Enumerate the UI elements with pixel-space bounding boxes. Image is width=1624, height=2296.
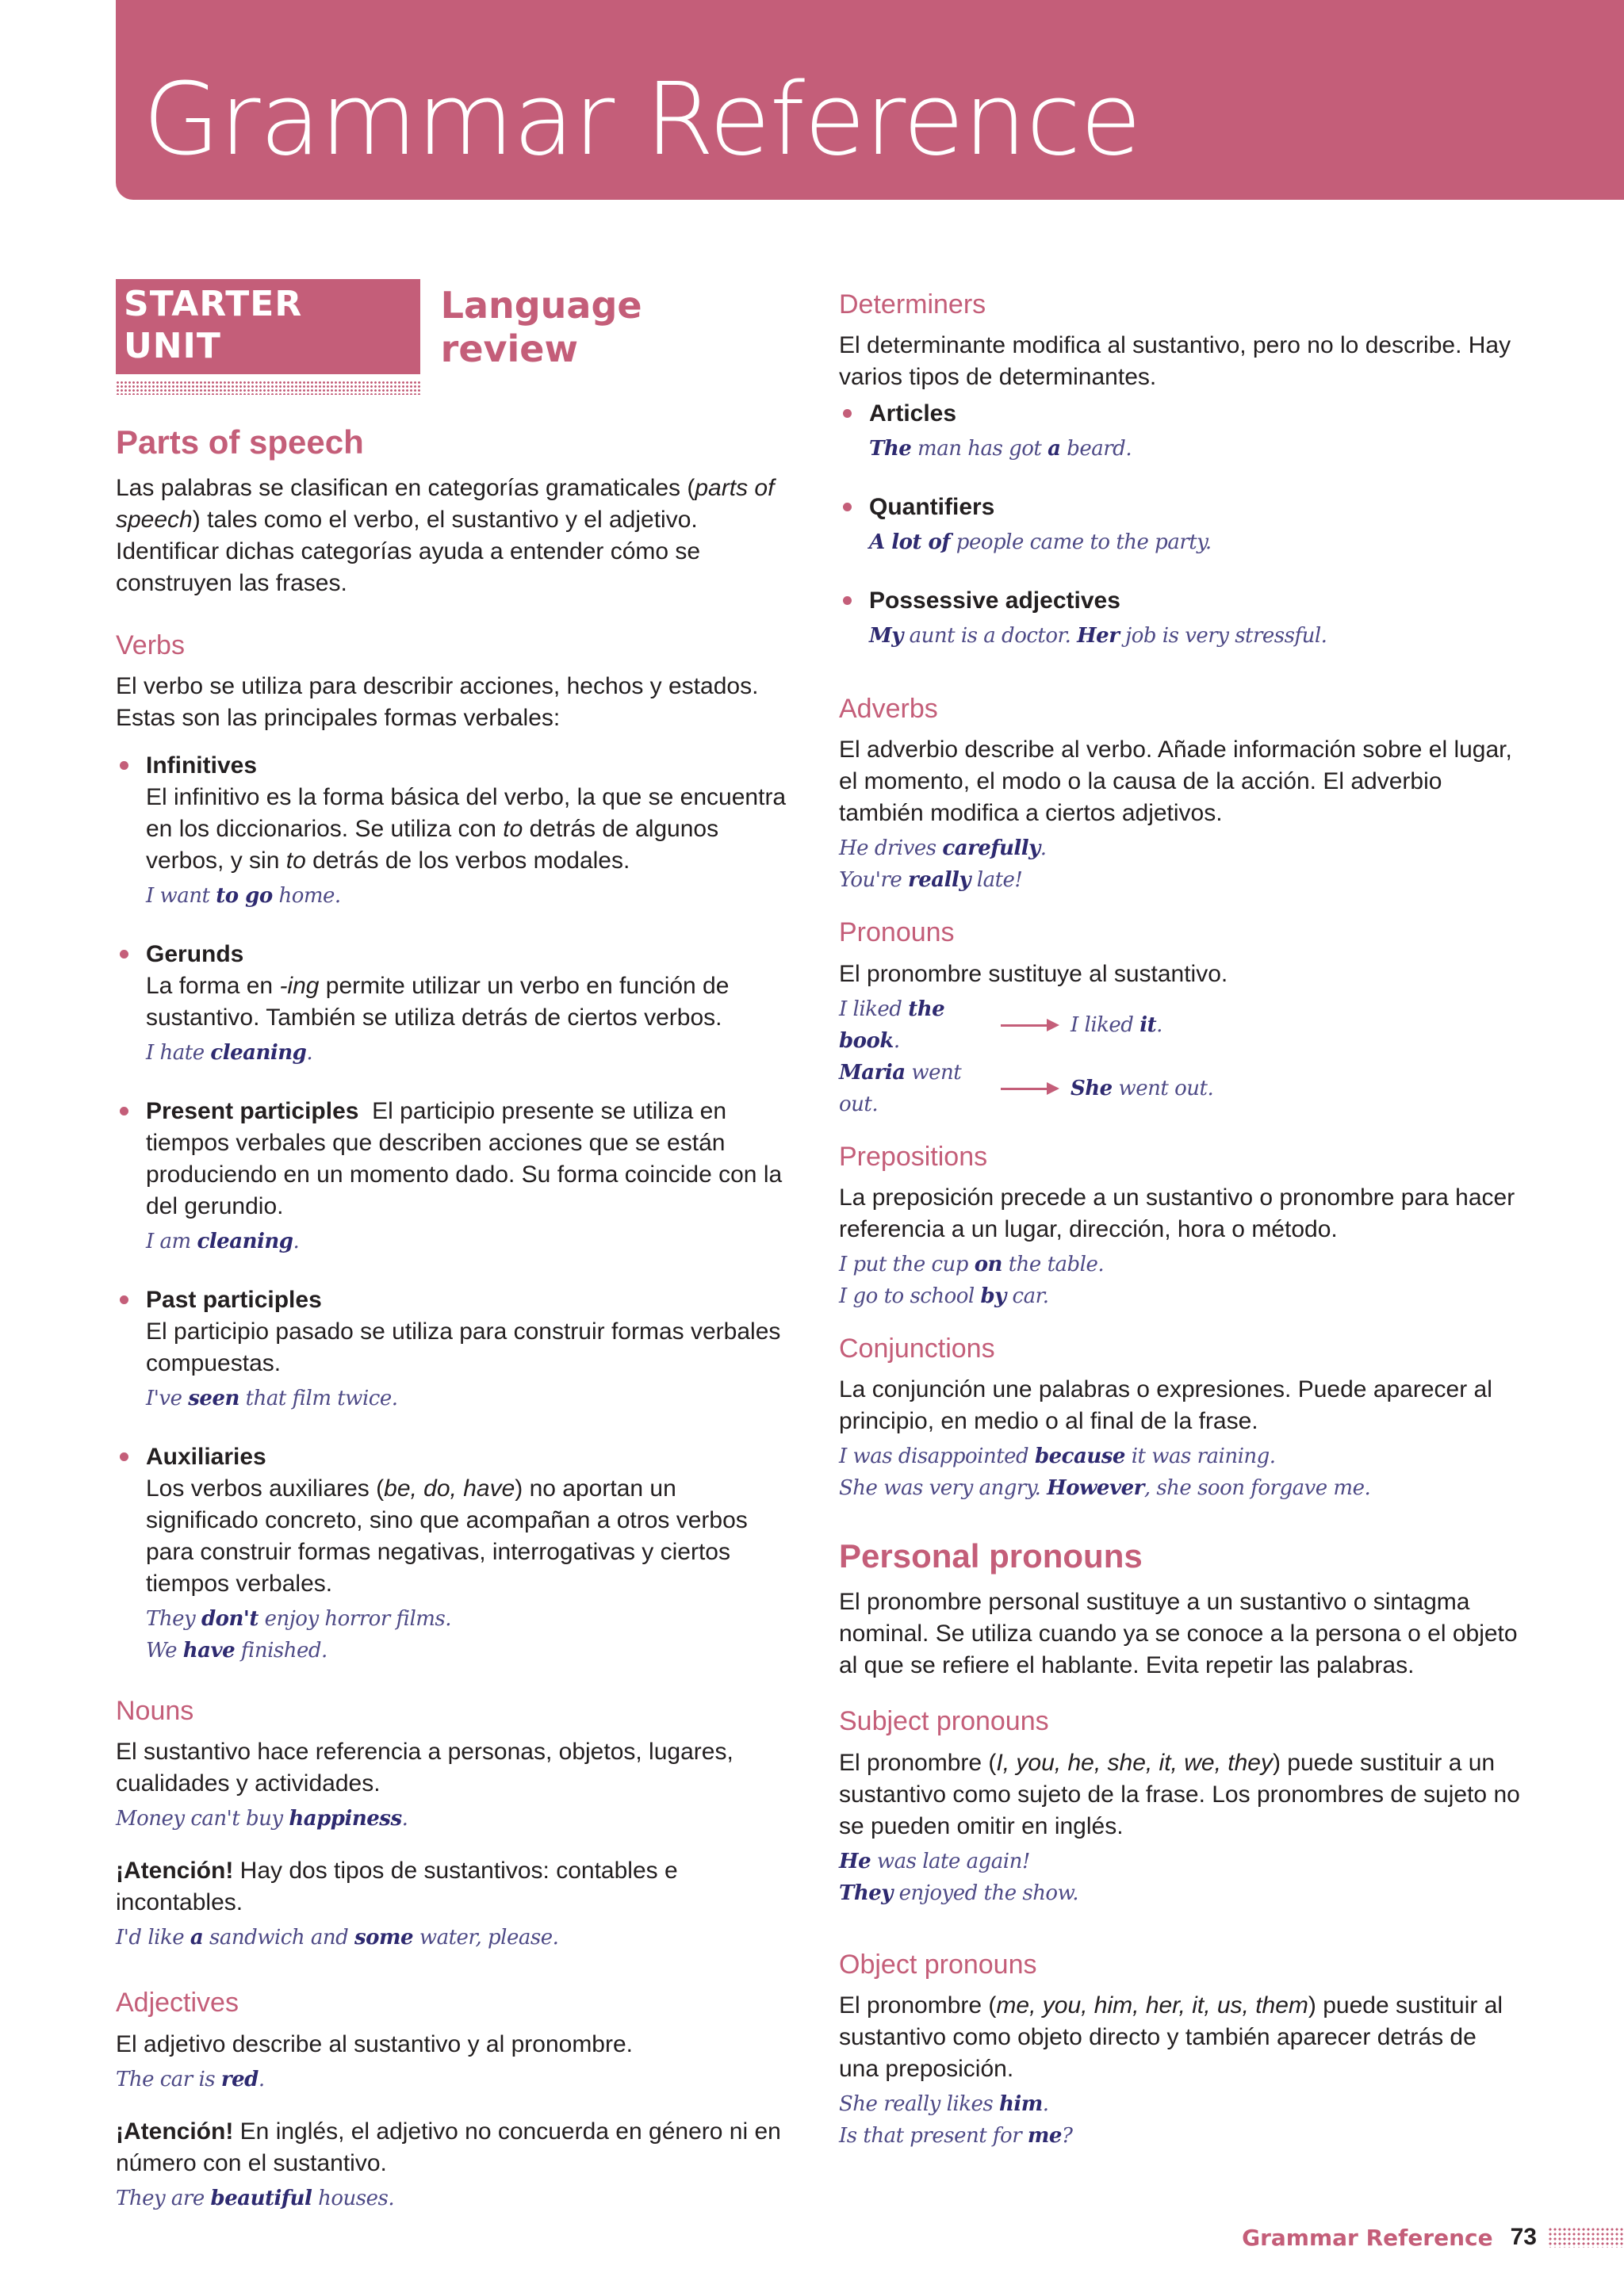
bullet-quantifiers (839, 492, 1521, 558)
ex-run: , she soon forgave me. (1143, 1475, 1371, 1500)
ex-run: I put the cup (839, 1252, 975, 1276)
prepositions-text: La preposición precede a un sustantivo o pronombre para hacer referencia a un lugar, dirección, hora o método. (839, 1184, 1515, 1242)
adjectives-section (116, 1985, 791, 2214)
footer-label: Grammar Reference (1242, 2224, 1493, 2251)
ex-run: man has got (911, 437, 1048, 461)
example-row (839, 993, 1521, 1057)
ex-bold: it (1139, 1012, 1157, 1037)
right-column (839, 287, 1521, 2180)
ex-run: enjoyed the show. (892, 1881, 1079, 1905)
ex-bold: Maria (839, 1060, 906, 1085)
dot-pattern (1548, 2227, 1624, 2248)
ex-run: . (1042, 2091, 1049, 2116)
object-pronouns-text (839, 1990, 1521, 2085)
ex-bold: because (1034, 1444, 1125, 1468)
text-run-italic: to (503, 816, 523, 843)
determiners-heading: Determiners (839, 289, 986, 320)
bullet-possessive-adjectives (839, 585, 1521, 652)
ex-bold: have (182, 1639, 236, 1663)
example (839, 1441, 1521, 1504)
ex-run: . (1156, 1012, 1162, 1037)
example (839, 832, 1521, 896)
example-row (839, 1057, 1521, 1120)
conjunctions-text: La conjunción une palabras o expresiones. Puede aparecer al principio, en medio o al final de la frase. (839, 1376, 1492, 1434)
ex-run: home. (272, 884, 341, 909)
ex-run: I want (146, 884, 216, 909)
ex-run: enjoy horror films. (258, 1607, 452, 1632)
text-run-italic: parts of speech (116, 475, 775, 534)
ex-bold: to go (216, 884, 273, 909)
ex-run: finished. (235, 1639, 327, 1663)
ex-run: I was disappointed (839, 1444, 1035, 1468)
text-run: En inglés, el adjetivo no concuerda en género ni en número con el sustantivo. (116, 2118, 781, 2176)
bullet-present-participles (116, 1096, 791, 1257)
example (869, 433, 1521, 465)
ex-run: aunt is a doctor. (902, 624, 1078, 649)
verbs-section (116, 628, 791, 1667)
example (116, 1922, 791, 1954)
bullet-text (146, 970, 791, 1034)
ex-run: He drives (839, 836, 943, 861)
ex-run: I hate (146, 1041, 211, 1066)
ex-run: I go to school (839, 1284, 981, 1308)
ex-run: beard. (1060, 437, 1132, 461)
ex-run: . (306, 1041, 313, 1066)
bullet-text: El participio pasado se utiliza para construir formas verbales compuestas. (146, 1318, 781, 1377)
text-run: detrás de algunos verbos, y sin (146, 816, 719, 874)
text-run: detrás de los verbos modales. (305, 848, 630, 874)
ex-bold: happiness (289, 1807, 402, 1831)
text-run: ) puede sustituir a un sustantivo como sujeto de la frase. Los pronombres de sujeto no se pueden omitir en inglés. (839, 1749, 1520, 1839)
verbs-heading: Verbs (116, 630, 185, 661)
pronouns-text: El pronombre sustituye al sustantivo. (839, 960, 1228, 987)
ex-run: They (146, 1607, 201, 1632)
example (116, 2183, 791, 2214)
example (146, 1226, 791, 1257)
adjectives-note (116, 2116, 791, 2179)
ex-run: was late again! (871, 1849, 1030, 1873)
ex-bold: carefully (942, 836, 1040, 861)
ex-bold: don't (201, 1607, 259, 1632)
ex-bold: The (869, 437, 912, 461)
example-left (839, 993, 998, 1057)
ex-bold: a (1048, 437, 1061, 461)
ex-run: water, please. (413, 1926, 559, 1950)
page-number: 73 (1510, 2224, 1537, 2250)
ex-bold: him (999, 2091, 1043, 2116)
nouns-text: El sustantivo hace referencia a personas, objetos, lugares, cualidades y actividades. (116, 1739, 733, 1797)
text-run: ) no aportan un significado concreto, sino que acompañan a otros verbos para construir formas negativas, interrogativas y ciertos tiempos verbales. (146, 1475, 748, 1598)
personal-pronouns-text: El pronombre personal sustituye a un sustantivo o sintagma nominal. Se utiliza cuando ya se conoce a la persona o el objeto al que se refiere el hablante. Evita repetir las palabras. (839, 1589, 1518, 1679)
example (869, 526, 1521, 558)
ex-run: We (146, 1639, 183, 1663)
bullet-infinitives (116, 750, 791, 912)
text-run: Las palabras se clasifican en categorías gramaticales ( (116, 475, 695, 502)
ex-run: . (1040, 836, 1047, 861)
ex-run: Is that present for (839, 2123, 1028, 2148)
ex-run: went out. (1112, 1076, 1214, 1100)
ex-run: I've (146, 1387, 189, 1411)
unit-heading (116, 279, 791, 395)
adjectives-heading: Adjectives (116, 1988, 239, 2019)
ex-run: car. (1005, 1284, 1049, 1308)
ex-bold: He (839, 1849, 871, 1873)
ex-run: houses. (312, 2186, 395, 2210)
example (146, 1037, 791, 1069)
dot-pattern (116, 381, 420, 395)
ex-bold: some (354, 1926, 414, 1950)
ex-run: . (893, 1028, 900, 1053)
ex-bold: the book (839, 997, 945, 1053)
bullet-title: Auxiliaries (146, 1444, 266, 1471)
pronouns-heading: Pronouns (839, 917, 955, 948)
parts-of-speech-section (116, 422, 791, 600)
ex-run: You're (839, 868, 909, 893)
unit-badge: STARTER UNIT (116, 279, 420, 374)
object-pronouns-section (839, 1947, 1521, 2152)
text-run-italic: to (285, 848, 306, 874)
nouns-section (116, 1693, 791, 1954)
bullet-text (146, 1473, 791, 1600)
parts-of-speech-text (116, 473, 791, 599)
bullet-gerunds (116, 939, 791, 1069)
pronouns-section (839, 915, 1521, 1119)
nouns-note (116, 1855, 791, 1919)
ex-run: that film twice. (239, 1387, 398, 1411)
conjunctions-section (839, 1331, 1521, 1504)
subject-pronouns-section (839, 1704, 1521, 1908)
text-run: El pronombre ( (839, 1749, 997, 1776)
ex-run: She was very angry. (839, 1475, 1048, 1500)
ex-run: went out. (839, 1060, 962, 1116)
page-title: Grammar Reference (143, 61, 1141, 178)
ex-bold: a (190, 1926, 204, 1950)
subject-pronouns-text (839, 1747, 1521, 1843)
ex-bold: However (1047, 1475, 1144, 1500)
example (839, 2088, 1521, 2152)
example-right (1071, 1009, 1162, 1041)
text-run: Los verbos auxiliares ( (146, 1475, 385, 1502)
bullet-auxiliaries (116, 1441, 791, 1667)
text-run: El participio presente se utiliza en tiempos verbales que describen acciones que se están produciendo en un momento dado. Su forma coincide con la del gerundio. (146, 1098, 789, 1220)
text-run: El infinitivo es la forma básica del verbo, la que se encuentra en los diccionarios. Se utiliza con (146, 784, 787, 843)
ex-bold: cleaning (210, 1041, 307, 1066)
adverbs-heading: Adverbs (839, 694, 938, 725)
text-run: El pronombre ( (839, 1992, 997, 2019)
determiners-section (839, 287, 1521, 652)
ex-bold: me (1027, 2123, 1062, 2148)
ex-bold: My (869, 624, 903, 649)
ex-bold: cleaning (197, 1230, 293, 1254)
bullet-title: Past participles (146, 1287, 322, 1314)
prepositions-heading: Prepositions (839, 1141, 988, 1172)
subject-pronouns-heading: Subject pronouns (839, 1706, 1049, 1737)
ex-run: She really likes (839, 2091, 999, 2116)
text-run-italic: I, you, he, she, it, we, they (996, 1749, 1273, 1776)
ex-bold: beautiful (210, 2186, 312, 2210)
bullet-text (146, 1096, 791, 1223)
ex-run: Money can't buy (116, 1807, 289, 1831)
personal-pronouns-section (839, 1536, 1521, 1682)
ex-bold: really (908, 868, 971, 893)
bullet-past-participles (116, 1284, 791, 1414)
arrow-right-icon (1001, 1081, 1059, 1096)
text-run-italic: me, you, him, her, it, us, them (996, 1992, 1308, 2019)
bullet-articles (839, 398, 1521, 465)
prepositions-section (839, 1139, 1521, 1312)
determiners-text: El determinante modifica al sustantivo, pero no lo describe. Hay varios tipos de determinantes. (839, 332, 1511, 391)
ex-run: it was raining. (1124, 1444, 1276, 1468)
example-left (839, 1057, 998, 1120)
ex-run: I liked (1071, 1012, 1140, 1037)
example-right (1071, 1073, 1213, 1104)
ex-bold: red (220, 2067, 259, 2091)
example (116, 2064, 791, 2095)
example (116, 1803, 791, 1835)
note-label: ¡Atención! (116, 2118, 234, 2145)
text-run-italic: be, do, have (384, 1475, 515, 1502)
example (146, 1383, 791, 1414)
ex-run: I'd like (116, 1926, 190, 1950)
text-run: permite utilizar un verbo en función de sustantivo. También se utiliza detrás de ciertos verbos. (146, 973, 730, 1031)
ex-bold: Her (1077, 624, 1120, 649)
ex-run: . (258, 2067, 265, 2091)
adjectives-text: El adjetivo describe al sustantivo y al pronombre. (116, 2030, 634, 2057)
ex-bold: by (980, 1284, 1006, 1308)
ex-run: . (401, 1807, 408, 1831)
ex-run: I liked (839, 997, 909, 1021)
ex-run: the table. (1002, 1252, 1105, 1276)
bullet-title: Articles (869, 400, 957, 427)
left-column (116, 279, 791, 2214)
header-banner (116, 0, 1624, 200)
example (146, 880, 791, 912)
unit-badge-wrap (116, 279, 420, 395)
ex-run: ? (1061, 2123, 1073, 2148)
ex-run: people came to the party. (950, 530, 1212, 555)
ex-run: They are (116, 2186, 211, 2210)
ex-bold: She (1071, 1076, 1113, 1100)
example (869, 620, 1521, 652)
ex-bold: seen (188, 1387, 239, 1411)
ex-run: sandwich and (203, 1926, 355, 1950)
example (146, 1603, 791, 1667)
ex-run: late! (970, 868, 1023, 893)
verbs-intro: El verbo se utiliza para describir acciones, hechos y estados. Estas son las principales formas verbales: (116, 673, 759, 732)
text-run: ) tales como el verbo, el sustantivo y el adjetivo. Identificar dichas categorías ayuda a entender cómo se construyen las frases. (116, 507, 701, 597)
bullet-text (146, 782, 791, 877)
conjunctions-heading: Conjunctions (839, 1333, 995, 1364)
object-pronouns-heading: Object pronouns (839, 1949, 1037, 1980)
adverbs-section (839, 691, 1521, 896)
ex-bold: on (974, 1252, 1002, 1276)
parts-of-speech-heading: Parts of speech (116, 423, 364, 461)
arrow-right-icon (1001, 1017, 1059, 1033)
ex-run: . (293, 1230, 300, 1254)
ex-bold: They (839, 1881, 893, 1905)
text-run: La forma en (146, 973, 280, 1000)
text-run: Hay dos tipos de sustantivos: contables e incontables. (116, 1858, 678, 1916)
adverbs-text: El adverbio describe al verbo. Añade información sobre el lugar, el momento, el modo o la causa de la acción. El adverbio también modifica a ciertos adjetivos. (839, 737, 1512, 827)
ex-run: I am (146, 1230, 197, 1254)
ex-run: job is very stressful. (1119, 624, 1327, 649)
personal-pronouns-heading: Personal pronouns (839, 1536, 1143, 1575)
bullet-title: Gerunds (146, 941, 244, 968)
ex-bold: A lot of (869, 530, 951, 555)
bullet-title: Possessive adjectives (869, 587, 1120, 614)
text-run-italic: -ing (279, 973, 320, 1000)
bullet-title: Present participles (146, 1098, 359, 1125)
unit-subtitle: Language review (440, 284, 642, 371)
example (839, 1249, 1521, 1312)
nouns-heading: Nouns (116, 1696, 194, 1727)
note-label: ¡Atención! (116, 1858, 234, 1885)
bullet-title: Quantifiers (869, 494, 995, 521)
page-footer (1242, 2221, 1624, 2253)
bullet-title: Infinitives (146, 752, 258, 779)
example (839, 1846, 1521, 1909)
ex-run: The car is (116, 2067, 221, 2091)
text-run: ) puede sustituir al sustantivo como objeto directo y también aparecer detrás de una preposición. (839, 1992, 1503, 2082)
